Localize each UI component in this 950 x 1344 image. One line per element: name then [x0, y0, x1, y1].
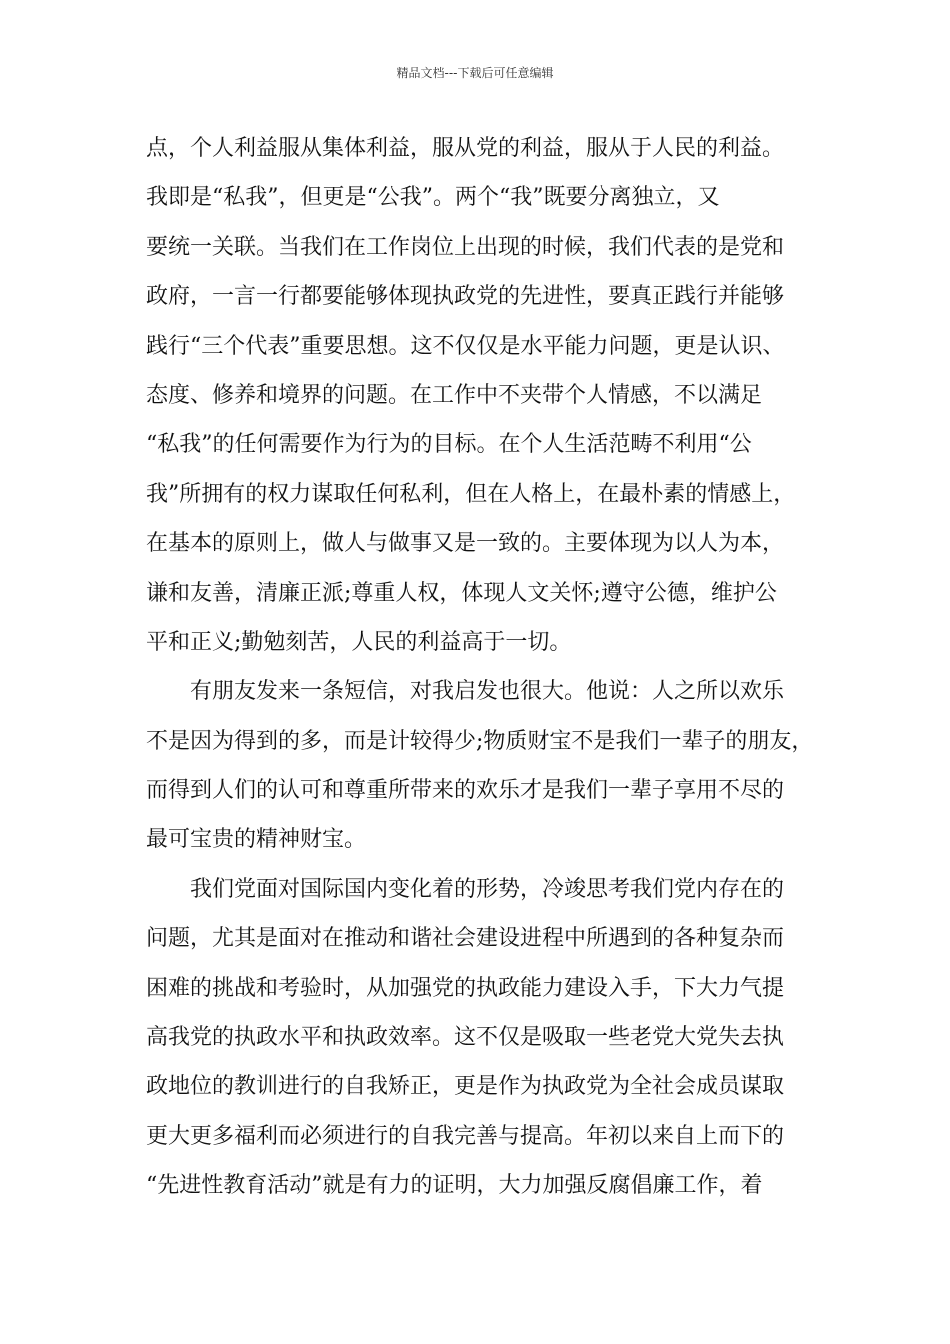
text-line: 问题，尤其是面对在推动和谐社会建设进程中所遇到的各种复杂而 [146, 926, 785, 952]
text-line: 我即是“私我”，但更是“公我”。两个“我”既要分离独立，又 [146, 185, 720, 211]
document-body [146, 124, 816, 1211]
text-line: 政府，一言一行都要能够体现执政党的先进性，要真正践行并能够 [146, 284, 785, 310]
paragraph-first-line: 有朋友发来一条短信，对我启发也很大。他说：人之所以欢乐 [190, 679, 785, 705]
text-line: 在基本的原则上，做人与做事又是一致的。主要体现为以人为本， [146, 531, 785, 557]
text-line: 谦和友善，清廉正派;尊重人权，体现人文关怀;遵守公德，维护公 [146, 580, 777, 606]
text-line: 更大更多福利而必须进行的自我完善与提高。年初以来自上而下的 [146, 1123, 785, 1149]
text-line: “先进性教育活动”就是有力的证明，大力加强反腐倡廉工作，着 [146, 1173, 763, 1199]
text-line: 最可宝贵的精神财宝。 [146, 827, 367, 853]
text-line: 态度、修养和境界的问题。在工作中不夹带个人情感，不以满足 [146, 382, 763, 408]
text-line: 政地位的教训进行的自我矫正，更是作为执政党为全社会成员谋取 [146, 1074, 785, 1100]
text-line: 要统一关联。当我们在工作岗位上出现的时候，我们代表的是党和 [146, 234, 785, 260]
text-line: 平和正义;勤勉刻苦，人民的利益高于一切。 [146, 629, 572, 655]
text-line: 践行“三个代表”重要思想。这不仅仅是水平能力问题，更是认识、 [146, 333, 785, 359]
text-line: 点，个人利益服从集体利益，服从党的利益，服从于人民的利益。 [146, 136, 785, 161]
text-line: 而得到人们的认可和尊重所带来的欢乐才是我们一辈子享用不尽的 [146, 778, 785, 804]
paragraph-first-line: 我们党面对国际国内变化着的形势，冷竣思考我们党内存在的 [190, 876, 785, 902]
text-line: 不是因为得到的多，而是计较得少;物质财宝不是我们一辈子的朋友， [146, 728, 814, 754]
text-line: 困难的挑战和考验时，从加强党的执政能力建设入手，下大力气提 [146, 975, 785, 1001]
text-line: 高我党的执政水平和执政效率。这不仅是吸取一些老党大党失去执 [146, 1025, 785, 1051]
text-line: “私我”的任何需要作为行为的目标。在个人生活范畴不利用“公 [146, 432, 752, 458]
page-header: 精品文档---下载后可任意编辑 [396, 66, 554, 80]
text-line: 我”所拥有的权力谋取任何私利，但在人格上，在最朴素的情感上， [146, 481, 796, 507]
